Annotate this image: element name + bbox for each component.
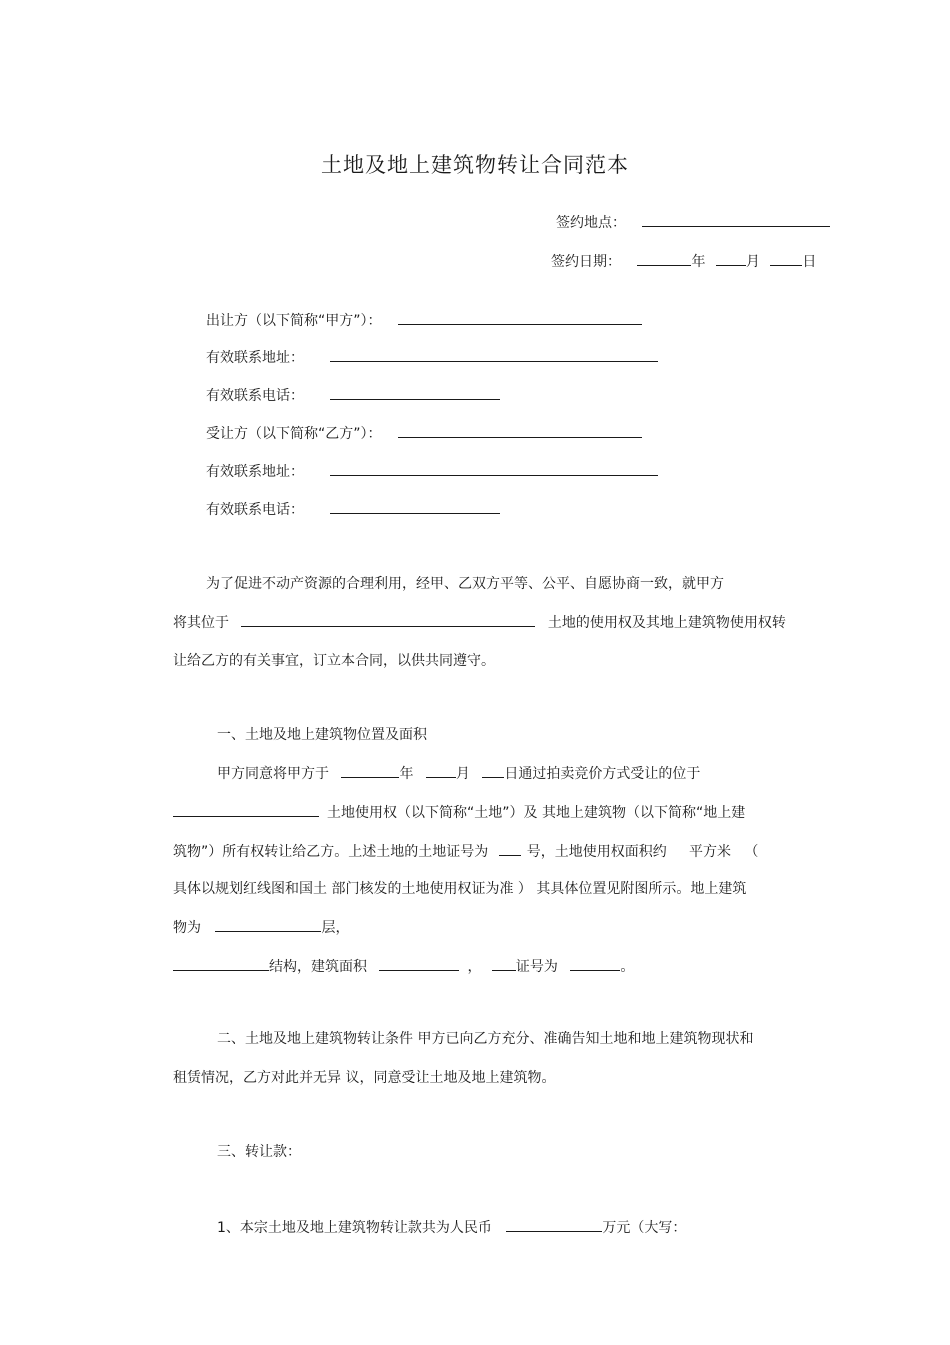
sign-place-label: 签约地点：: [556, 215, 626, 231]
section1-l3b: 号，土地使用权面积约 平方米 （: [526, 844, 759, 860]
section1-l6d: 。: [620, 959, 635, 975]
section1-line-2: [173, 803, 745, 822]
sign-date-label: 签约日期：: [551, 254, 621, 270]
section2-line-2: 租赁情况，乙方对此并无异 议，同意受让土地及地上建筑物。: [173, 1070, 556, 1086]
intro-line-2: [173, 613, 786, 632]
transferor-blank[interactable]: [398, 311, 642, 325]
transferor-label: 出让方（以下简称“甲方”）：: [206, 313, 382, 329]
sign-year-blank[interactable]: [637, 252, 691, 266]
section2-line-1: 二、土地及地上建筑物转让条件 甲方已向乙方充分、准确告知土地和地上建筑物现状和: [217, 1031, 754, 1047]
section1-heading: 一、土地及地上建筑物位置及面积: [217, 727, 427, 743]
section1-location-blank[interactable]: [173, 803, 319, 817]
sign-place-blank[interactable]: [642, 213, 830, 227]
transferee-phone-blank[interactable]: [330, 500, 500, 514]
acquire-day-blank[interactable]: [482, 764, 504, 778]
section1-line-6: [173, 957, 634, 976]
transferor-phone-row: [206, 386, 500, 405]
acquire-year-blank[interactable]: [341, 764, 399, 778]
building-cert-number-blank[interactable]: [570, 957, 620, 971]
section3-item1a: 1、本宗土地及地上建筑物转让款共为人民币: [217, 1220, 492, 1236]
intro-line-1: 为了促进不动产资源的合理利用，经甲、乙双方平等、公平、自愿协商一致，就甲方: [206, 576, 724, 592]
transferor-phone-label: 有效联系电话：: [206, 388, 304, 404]
section1-l3a: 筑物”）所有权转让给乙方。上述土地的土地证号为: [173, 844, 489, 860]
transferee-address-label: 有效联系地址：: [206, 464, 304, 480]
structure-blank[interactable]: [173, 957, 269, 971]
sign-year-label: 年: [691, 254, 706, 270]
section1-line-4: 具体以规划红线图和国土 部门核发的土地使用权证为准 ） 其具体位置见附图所示。地上建筑: [173, 881, 747, 897]
section1-l1c: 月: [455, 766, 470, 782]
intro-line-3: 让给乙方的有关事宜，订立本合同，以供共同遵守。: [173, 653, 495, 669]
transferor-address-row: [206, 348, 658, 367]
sign-day-label: 日: [802, 254, 817, 270]
section3-item1b: 万元（大写：: [602, 1220, 687, 1236]
section1-l5a: 物为: [173, 920, 201, 936]
intro-line-2a: 将其位于: [173, 615, 229, 631]
building-cert-blank[interactable]: [492, 957, 516, 971]
section1-l1a: 甲方同意将甲方于: [217, 766, 329, 782]
transferor-address-blank[interactable]: [330, 348, 658, 362]
transferor-phone-blank[interactable]: [330, 386, 500, 400]
transferee-address-blank[interactable]: [330, 462, 658, 476]
transfer-price-blank[interactable]: [506, 1218, 602, 1232]
section1-l1d: 日通过拍卖竞价方式受让的位于: [504, 766, 701, 782]
transferee-blank[interactable]: [398, 424, 642, 438]
document-title: 土地及地上建筑物转让合同范本: [321, 153, 629, 177]
section1-line-3: [173, 842, 758, 861]
land-cert-number-blank[interactable]: [499, 842, 521, 856]
acquire-month-blank[interactable]: [426, 764, 456, 778]
floors-blank[interactable]: [215, 918, 321, 932]
section3-heading: 三、转让款：: [217, 1144, 301, 1160]
intro-line-2b: 土地的使用权及其地上建筑物使用权转: [547, 615, 786, 631]
transferee-address-row: [206, 462, 658, 481]
sign-month-blank[interactable]: [716, 252, 746, 266]
section1-l2: 土地使用权（以下简称“土地”）及 其地上建筑物（以下简称“地上建: [327, 805, 746, 821]
transferor-row: [206, 311, 642, 330]
transferee-phone-row: [206, 500, 500, 519]
sign-date-row: [551, 252, 816, 271]
section1-l5b: 层，: [321, 920, 350, 936]
sign-day-blank[interactable]: [770, 252, 802, 266]
section1-l6c: 证号为: [515, 959, 558, 975]
section1-line-5: [173, 918, 349, 937]
sign-month-label: 月: [745, 254, 760, 270]
building-area-blank[interactable]: [379, 957, 459, 971]
section1-l1b: 年: [399, 766, 414, 782]
sign-place-row: [556, 213, 830, 232]
land-location-blank[interactable]: [241, 613, 535, 627]
section1-l6a: 结构，建筑面积: [269, 959, 367, 975]
transferor-address-label: 有效联系地址：: [206, 350, 304, 366]
transferee-phone-label: 有效联系电话：: [206, 502, 304, 518]
section1-line-1: [217, 764, 700, 783]
section1-l6b: ，: [467, 959, 482, 975]
transferee-row: [206, 424, 642, 443]
transferee-label: 受让方（以下简称“乙方”）：: [206, 426, 382, 442]
section3-item-1: [217, 1218, 686, 1237]
